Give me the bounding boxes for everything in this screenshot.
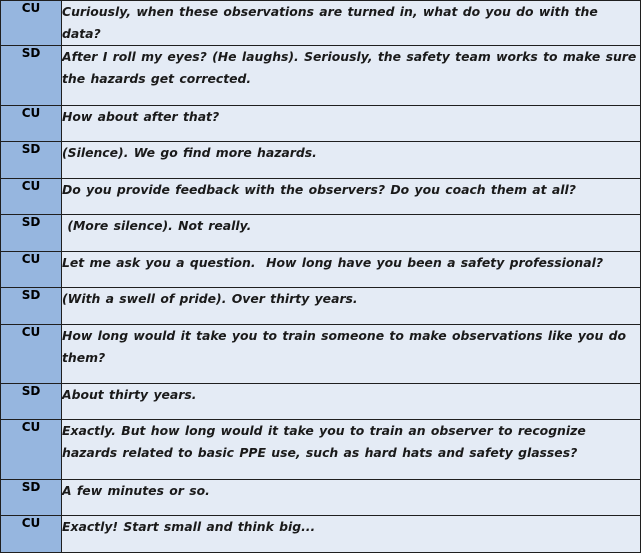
table-row bbox=[1, 142, 641, 179]
dialogue-cell: A few minutes or so. bbox=[62, 480, 641, 516]
speaker-cell: CU bbox=[1, 325, 62, 384]
speaker-cell: SD bbox=[1, 142, 62, 179]
speaker-cell: SD bbox=[1, 215, 62, 252]
table-row bbox=[1, 215, 641, 252]
dialogue-cell: (Silence). We go find more hazards. bbox=[62, 142, 641, 179]
speaker-cell: SD bbox=[1, 46, 62, 106]
speaker-cell: CU bbox=[1, 516, 62, 553]
speaker-cell: CU bbox=[1, 252, 62, 288]
dialogue-cell: Exactly! Start small and think big... bbox=[62, 516, 641, 553]
dialogue-cell: Let me ask you a question. How long have you been a safety professional? bbox=[62, 252, 641, 288]
table-row bbox=[1, 106, 641, 142]
speaker-cell: SD bbox=[1, 480, 62, 516]
dialogue-cell: About thirty years. bbox=[62, 384, 641, 420]
dialogue-cell: (More silence). Not really. bbox=[62, 215, 641, 252]
dialogue-cell: After I roll my eyes? (He laughs). Seriously, the safety team works to make sure the hazards get corrected. bbox=[62, 46, 641, 106]
speaker-cell: SD bbox=[1, 384, 62, 420]
speaker-cell: CU bbox=[1, 1, 62, 46]
table-row bbox=[1, 252, 641, 288]
table-row bbox=[1, 288, 641, 325]
speaker-cell: CU bbox=[1, 420, 62, 480]
table-row bbox=[1, 384, 641, 420]
table-row bbox=[1, 480, 641, 516]
speaker-cell: CU bbox=[1, 179, 62, 215]
dialogue-cell: How long would it take you to train someone to make observations like you do them? bbox=[62, 325, 641, 384]
table-row bbox=[1, 179, 641, 215]
table-row bbox=[1, 46, 641, 106]
dialogue-cell: How about after that? bbox=[62, 106, 641, 142]
table-row bbox=[1, 325, 641, 384]
speaker-cell: SD bbox=[1, 288, 62, 325]
dialogue-cell: Do you provide feedback with the observers? Do you coach them at all? bbox=[62, 179, 641, 215]
speaker-cell: CU bbox=[1, 106, 62, 142]
table-row bbox=[1, 420, 641, 480]
dialogue-cell: Exactly. But how long would it take you to train an observer to recognize hazards related to basic PPE use, such as hard hats and safety glasses? bbox=[62, 420, 641, 480]
table-row bbox=[1, 1, 641, 46]
dialogue-cell: Curiously, when these observations are turned in, what do you do with the data? bbox=[62, 1, 641, 46]
dialogue-cell: (With a swell of pride). Over thirty years. bbox=[62, 288, 641, 325]
table-row bbox=[1, 516, 641, 553]
